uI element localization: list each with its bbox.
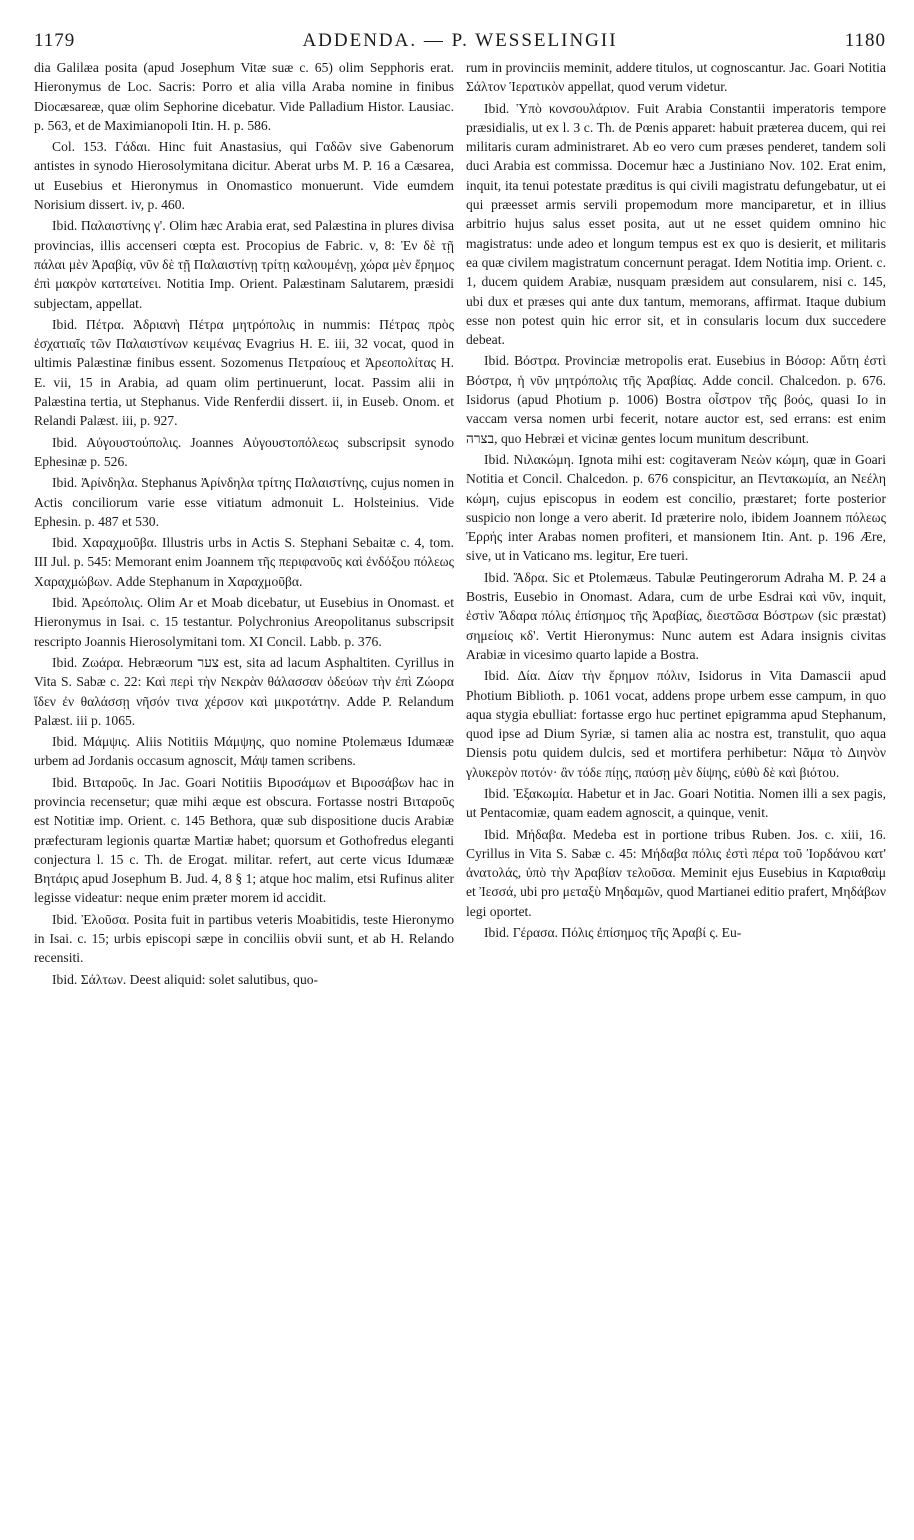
right-page-number: 1180 bbox=[844, 30, 886, 51]
paragraph: rum in provinciis meminit, addere titulos, ut cognoscantur. Jac. Goari Notitia Σάλτον Ἱερατικὸν appellat, quod verum videtur. bbox=[466, 60, 886, 95]
paragraph: Ibid. Μάμψις. Aliis Notitiis Μάμψης, quo nomine Ptolemæus Idumææ urbem ad Jordanis occasum agnoscit, Μάψ tamen scribens. bbox=[34, 734, 454, 769]
paragraph: Ibid. Δία. Δίαν τὴν ἔρημον πόλιν, Isidorus in Vita Damascii apud Photium Biblioth. p. 1061 vocat, addens prope urbem esse campum, in quo aqua stygia ebulliat: fortasse ergo huc pertinet epigramma apud Stephanum, quod ipse ad Dium Syriæ, si tamen alia ac nostra est, transtulit, quo aqua Diensis potu quidem dulcis, sed et mortifera perhibetur: Νᾶμα τὸ Διηνὸν γλυκερὸν ποτόν· ἂν τόδε πίῃς, παύσῃ μὲν δίψης, εὐθὺ δὲ καὶ βιότου. bbox=[466, 668, 886, 780]
paragraph: Ibid. Ἀρεόπολις. Olim Ar et Moab dicebatur, ut Eusebius in Onomast. et Hieronymus in Isai. c. 15 testantur. Polychronius Areopolitanus subscripsit rescripto Joannis Hierosolymitani tom. XI Concil. Labb. p. 376. bbox=[34, 595, 454, 649]
paragraph: Ibid. Χαραχμοῦβα. Illustris urbs in Actis S. Stephani Sebaitæ c. 4, tom. III Jul. p. 545: Memorant enim Joannem τῆς περιφανοῦς καὶ ἐνδόξου πόλεως Χαραχμώβων. Adde Stephanum in Χαραχμοῦβα. bbox=[34, 535, 454, 589]
paragraph: dia Galilæa posita (apud Josephum Vitæ suæ c. 65) olim Sepphoris erat. Hieronymus de Loc. Sacris: Porro et alia villa Araba nomine in finibus Diocæsareæ, quæ olim Sephorine dicebatur. Vide Palladium Histor. Lausiac. p. 563, et de Maximianopoli Itin. H. p. 586. bbox=[34, 60, 454, 133]
left-column bbox=[34, 58, 454, 1528]
paragraph: Ibid. Ἐξακωμία. Habetur et in Jac. Goari Notitia. Nomen illi a sex pagis, ut Pentacomiæ, quam eadem agnoscit, a quinque, venit. bbox=[466, 785, 886, 821]
paragraph: Ibid. Ζωάρα. Hebræorum צער est, sita ad lacum Asphaltiten. Cyrillus in Vita S. Sabæ c. 22: Καὶ περὶ τὴν Νεκρὰν θάλασσαν ὁδεύων τὴν ἐπὶ Ζώορα ἴδεν ἐν θαλάσσῃ νῆσόν τινα χέρσον καὶ μικροτάτην. Adde P. Relandum Palæst. iii p. 1065. bbox=[34, 654, 454, 728]
paragraph: Ibid. Ἀρίνδηλα. Stephanus Ἀρίνδηλα τρίτης Παλαιστίνης, cujus nomen in Actis conciliorum varie esse vitiatum admonuit L. Holsteinius. Vide Ephesin. p. 487 et 530. bbox=[34, 475, 454, 529]
running-title: ADDENDA. — P. WESSELINGII bbox=[302, 30, 618, 51]
paragraph: Ibid. Βιταροῦς. In Jac. Goari Notitiis Βιροσάμων et Βιροσάβων hac in provincia recensetur; quæ mihi æque est obscura. Fortasse nostri Βιταροῦς est Notitiæ imp. Orient. c. 145 Bethora, quæ sub dispositione ducis Arabiæ præfecturam legionis quartæ Martiæ habet; quorsum et Gothofredus eleganti conjectura l. 15 c. Th. de Erogat. militar. refert, aut certe vicus Idumææ Βητάρις apud Josephum B. Jud. 4, 8 § 1; atque hoc malim, etsi Rufinus aliter legisse videatur: neque enim præter morem id accidit. bbox=[34, 774, 454, 906]
paragraph: Ibid. Αὐγουστούπολις. Joannes Αὐγουστοπόλεως subscripsit synodo Ephesinæ p. 526. bbox=[34, 434, 454, 469]
paragraph: Ibid. Βόστρα. Provinciæ metropolis erat. Eusebius in Βόσορ: Αὕτη ἐστὶ Βόστρα, ἡ νῦν μητρόπολις τῆς Ἀραβίας. Adde concil. Chalcedon. p. 676. Isidorus (apud Photium p. 1006) Bostra οἶστρον τῆς βοός, quasi Io in vaccam versa nomen urbi fecerit, notare auctor est, sed errans: est enim בצרה, quo Hebræi et vicinæ gentes locum munitum describunt. bbox=[466, 353, 886, 446]
paragraph: Ibid. Παλαιστίνης γ'. Olim hæc Arabia erat, sed Palæstina in plures divisa provincias, illis accenseri cœpta est. Procopius de Fabric. v, 8: Ἐν δὲ τῇ πάλαι μὲν Ἀραβίᾳ, νῦν δὲ τῇ Παλαιστίνῃ τρίτῃ καλουμένῃ, χώρα μὲν ἔρημος ἐπὶ μακρὸν κατατείνει. Notitia Imp. Orient. Palæstinam Salutarem, præsidi subjectam, appellat. bbox=[34, 218, 454, 311]
paragraph: Ibid. Ἄδρα. Sic et Ptolemæus. Tabulæ Peutingerorum Adraha M. P. 24 a Bostris, Eusebio in Onomast. Adara, cum de urbe Esdrai καὶ νῦν, inquit, ἐστὶν Ἄδαρα πόλις ἐπίσημος τῆς Ἀραβίας, διεστῶσα Βόστρων (sic præstat) σημείοις κδ'. Vertit Hieronymus: Nunc autem est Adara insignis civitas Arabiæ in vicesimo quarto lapide a Bostra. bbox=[466, 569, 886, 662]
column-gutter bbox=[456, 58, 457, 1518]
paragraph: Ibid. Ἐλοῦσα. Posita fuit in partibus veteris Moabitidis, teste Hieronymo in Isai. c. 15; urbis episcopi sæpe in conciliis obvii sunt, et ab H. Relando recensiti. bbox=[34, 911, 454, 966]
paragraph: Ibid. Ὑπὸ κονσουλάριον. Fuit Arabia Constantii imperatoris tempore præsidialis, ut ex l. 3 c. Th. de Pœnis apparet: habuit præterea ducem, qui rei militaris curam administraret. Ab eo vero cum præses penderet, tandem soli duci Arabia est commissa. Docemur hæc a Justiniano Nov. 102. Erat enim, inquit, ita tenui potestate præditus is qui civili magistratu defungebatur, ut ei qui præesset armis servili propemodum more manciparetur, et in illius arbitrio hujus salus esset posita, aut ut ne esset quidem omnino hic magistratus: unde adeo et longum tempus est ex quo is desierit, et militaris ea quæ civilem magistratum concernunt peragat. Idem Notitia imp. Orient. c. 1, ducem quidem Arabiæ, nusquam præsidem aut consularem, nisi c. 145, ubi dux et præses qui ante dux tantum, memorans, affirmat. Itaque dubium esse non potest quin hic error sit, et in consularis locum dux succedere debeat. bbox=[466, 100, 886, 348]
paragraph: Ibid. Γέρασα. Πόλις ἐπίσημος τῆς Ἀραβί ς. Eu- bbox=[484, 925, 742, 941]
paragraph: Ibid. Σάλτων. Deest aliquid: solet salutibus, quo- bbox=[52, 971, 319, 987]
running-header bbox=[34, 30, 886, 56]
right-column bbox=[466, 58, 886, 1528]
paragraph: Ibid. Μήδαβα. Medeba est in portione tribus Ruben. Jos. c. xiii, 16. Cyrillus in Vita S. Sabæ c. 45: Μήδαβα πόλις ἐστὶ πέρα τοῦ Ἰορδάνου κατ' ἀνατολάς, ὑπὸ τὴν Ἀραβίαν τελοῦσα. Meminit ejus Eusebius in Καριαθαὶμ et Ἰεσσά, ubi pro μεταξὺ Μηδαμῶν, quod Martianei editio prafert, Μηδάβων legi oportet. bbox=[466, 826, 886, 919]
paragraph: Ibid. Νιλακώμη. Ignota mihi est: cogitaveram Νεὼν κώμη, quæ in Goari Notitia et Concil. Chalcedon. p. 676 conspicitur, an Πεντακωμία, an Νεέλη κώμη, cujus episcopus in eodem est concilio, præstaret; forte posterior suspicio non longe a vero aberit. Id præterire nolo, ibidem Joannem πόλεως Ἐρρής inter Arabas nomen profiteri, et mansionem Itin. Ant. p. 196 Ære, sive, ut in Vaticano ms. legitur, Ere tueri. bbox=[466, 451, 886, 564]
paragraph: Ibid. Πέτρα. Ἀδριανὴ Πέτρα μητρόπολις in nummis: Πέτρας πρὸς ἐσχατιαῖς τῶν Παλαιστίνων κειμένας Evagrius H. E. iii, 32 vocat, quod in ultimis Palæstinæ finibus essent. Sozomenus Πετραίους et Ἀρεοπολίτας H. E. vii, 15 in Arabia, ad quam olim pertinuerunt, locat. Passim alii in Palæstina tertia, ut Stephanus. Vide Renferdii dissert. ii, in Euseb. Onom. et Relandi Palæst. iii, p. 927. bbox=[34, 316, 454, 429]
paragraph: Col. 153. Γάδαι. Hinc fuit Anastasius, qui Γαδῶν sive Gabenorum antistes in synodo Hierosolymitana dicitur. Aberat urbs M. P. 16 a Cæsarea, ut Eusebius et Hieronymus in Onomastico monuerunt. Vide eumdem Norisium dissert. iv, p. 460. bbox=[34, 139, 454, 213]
left-page-number: 1179 bbox=[34, 30, 76, 51]
